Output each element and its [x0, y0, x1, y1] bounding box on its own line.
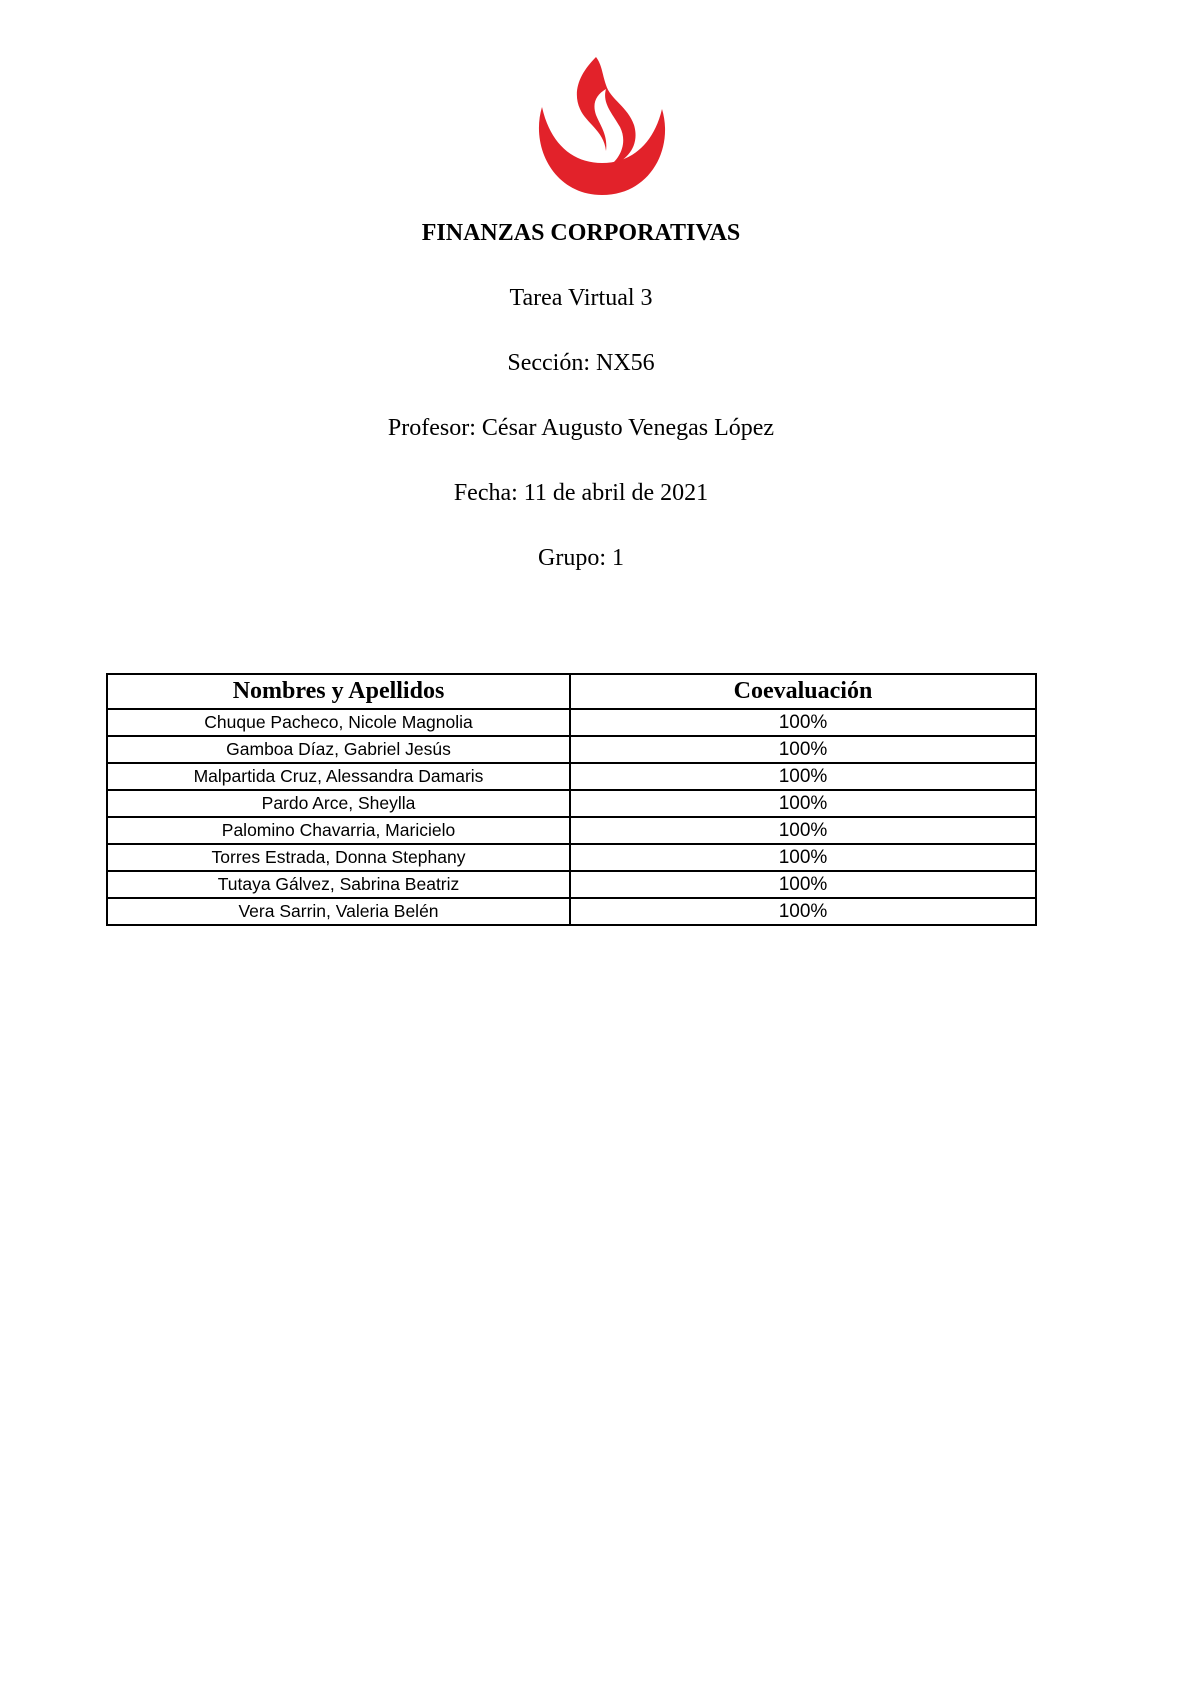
- student-name: Palomino Chavarria, Maricielo: [107, 817, 570, 844]
- coevaluation-score: 100%: [570, 844, 1036, 871]
- table-row: [107, 763, 1036, 790]
- date-label: Fecha: 11 de abril de 2021: [453, 480, 709, 506]
- coevaluation-score: 100%: [570, 736, 1036, 763]
- coevaluation-score: 100%: [570, 709, 1036, 736]
- professor-label: Profesor: César Augusto Venegas López: [387, 415, 775, 441]
- group-label: Grupo: 1: [538, 545, 624, 571]
- table-row: [107, 817, 1036, 844]
- coevaluation-score: 100%: [570, 817, 1036, 844]
- column-header-name: Nombres y Apellidos: [107, 674, 570, 709]
- coevaluation-score: 100%: [570, 898, 1036, 925]
- student-name: Pardo Arce, Sheylla: [107, 790, 570, 817]
- course-title: FINANZAS CORPORATIVAS: [421, 220, 741, 246]
- table-row: [107, 709, 1036, 736]
- coevaluation-score: 100%: [570, 790, 1036, 817]
- table-row: [107, 736, 1036, 763]
- coevaluation-score: 100%: [570, 763, 1036, 790]
- column-header-score: Coevaluación: [570, 674, 1036, 709]
- coevaluation-table: [106, 673, 1037, 926]
- upc-flame-logo-icon: [530, 55, 675, 200]
- assignment-name: Tarea Virtual 3: [509, 285, 653, 311]
- student-name: Gamboa Díaz, Gabriel Jesús: [107, 736, 570, 763]
- table-row: [107, 898, 1036, 925]
- table-row: [107, 790, 1036, 817]
- student-name: Chuque Pacheco, Nicole Magnolia: [107, 709, 570, 736]
- coevaluation-score: 100%: [570, 871, 1036, 898]
- student-name: Vera Sarrin, Valeria Belén: [107, 898, 570, 925]
- table-row: [107, 871, 1036, 898]
- section-label: Sección: NX56: [507, 350, 655, 376]
- student-name: Torres Estrada, Donna Stephany: [107, 844, 570, 871]
- student-name: Malpartida Cruz, Alessandra Damaris: [107, 763, 570, 790]
- student-name: Tutaya Gálvez, Sabrina Beatriz: [107, 871, 570, 898]
- table-row: [107, 844, 1036, 871]
- table-header-row: [107, 674, 1036, 709]
